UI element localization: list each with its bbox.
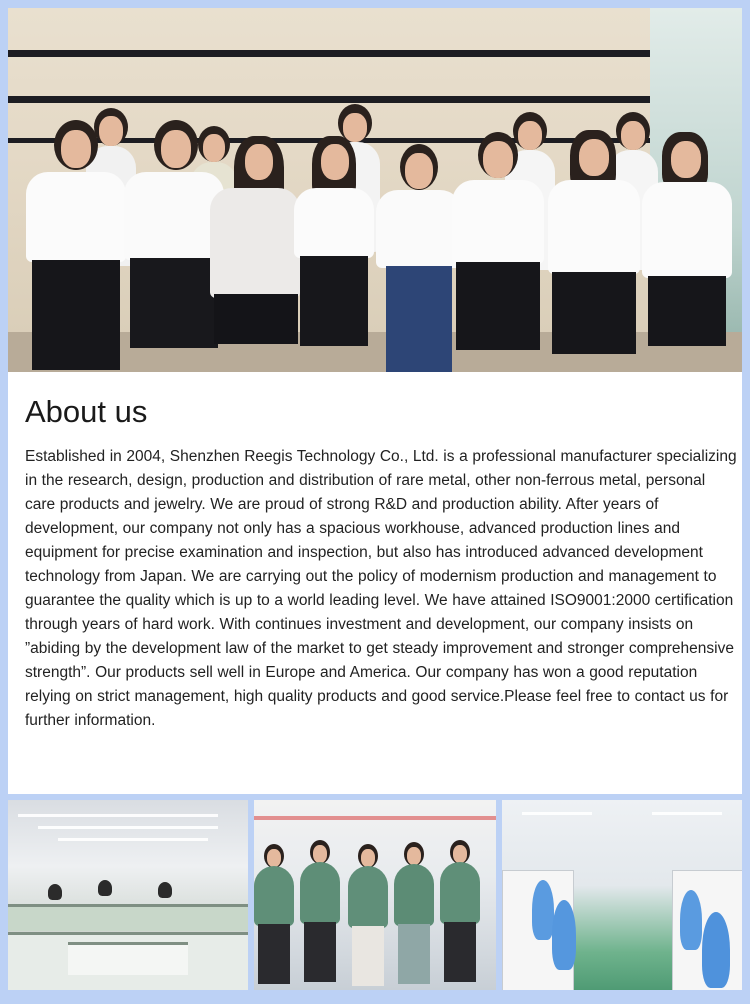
about-title: About us <box>25 394 148 429</box>
about-body: Established in 2004, Shenzhen Reegis Technology Co., Ltd. is a professional manufacturer specializing in the research, design, production and distribution of rare metal, other non-ferrous metal, personal care products and jewelry. We are proud of strong R&D and production ability. After years of development, our company not only has a spacious workhouse, advanced production lines and equipment for precise examination and inspection, but also has introduced advanced development technology from Japan. We are carrying out the policy of modernism production and management to guarantee the quality which is up to a world leading level. We have attained ISO9001:2000 certification through years of hard work. With continues investment and development, our company insists on ”abiding by the development law of the market to get steady improvement and stronger comprehensive strength”. Our products sell well in Europe and America. Our company has won a good reputation relying on strict management, high quality products and good service.Please feel free to contact us for further information. <box>25 448 737 729</box>
about-section <box>8 372 742 794</box>
staff-photo <box>254 800 496 990</box>
team-photo <box>8 8 742 372</box>
wall-stripe <box>8 50 742 57</box>
office-photo <box>8 800 248 990</box>
workshop-photo <box>502 800 742 990</box>
wall-stripe <box>8 96 742 103</box>
